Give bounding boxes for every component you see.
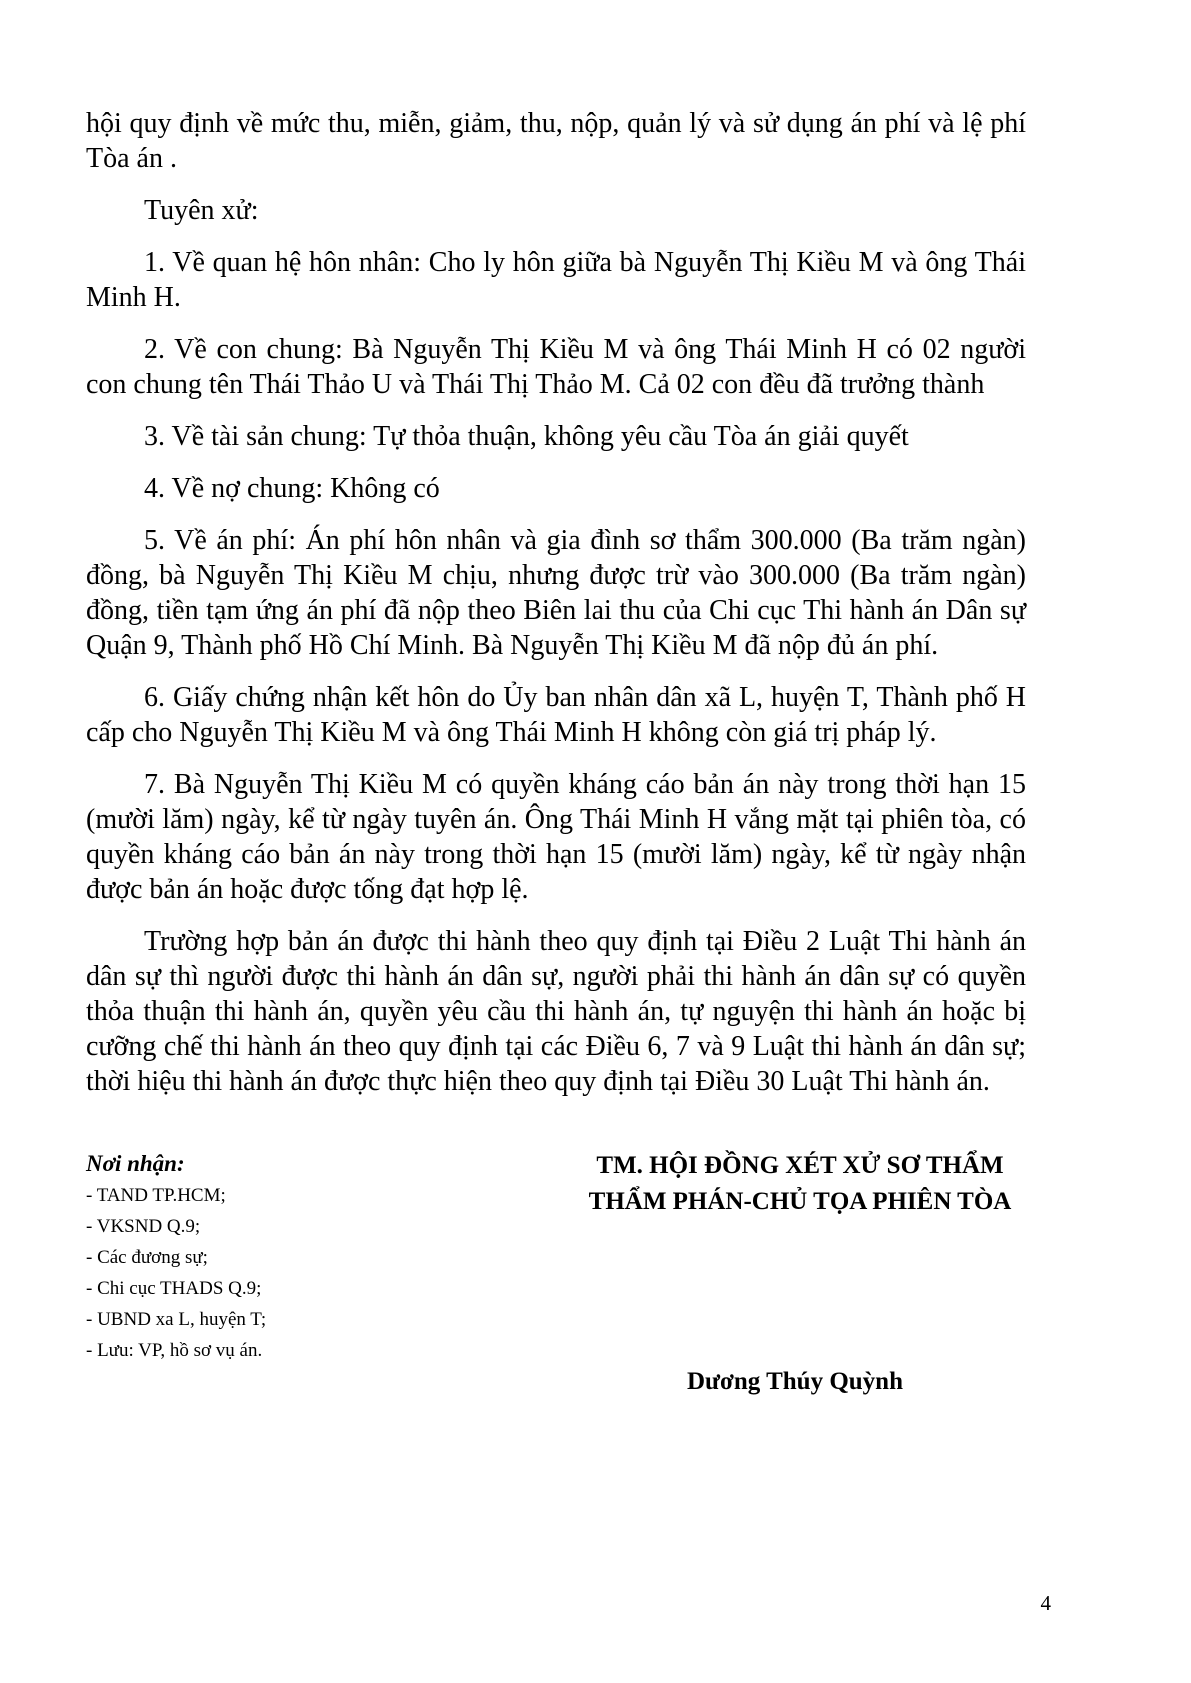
signer-name: Dương Thúy Quỳnh bbox=[687, 1368, 903, 1395]
signature-judge-line: THẨM PHÁN-CHỦ TỌA PHIÊN TÒA bbox=[588, 1188, 1012, 1215]
verdict-item-court-fee: 5. Về án phí: Án phí hôn nhân và gia đình sơ thẩm 300.000 (Ba trăm ngàn) đồng, bà Nguyễn Thị Kiều M chịu, nhưng được trừ vào 300.000 (Ba trăm ngàn) đồng, tiền tạm ứng án phí đã nộp theo Biên lai thu của Chi cục Thi hành án Dân sự Quận 9, Thành phố Hồ Chí Minh. Bà Nguyễn Thị Kiều M đã nộp đủ án phí. bbox=[86, 525, 1026, 661]
recipient-item: - TAND TP.HCM; bbox=[86, 1185, 226, 1206]
verdict-item-appeal-rights: 7. Bà Nguyễn Thị Kiều M có quyền kháng cáo bản án này trong thời hạn 15 (mười lăm) ngày, kể từ ngày tuyên án. Ông Thái Minh H vắng mặt tại phiên tòa, có quyền kháng cáo bản án này trong thời hạn 15 (mười lăm) ngày, kể từ ngày nhận được bản án hoặc được tống đạt hợp lệ. bbox=[86, 769, 1026, 905]
recipients-heading: Nơi nhận: bbox=[86, 1151, 185, 1176]
continuation-paragraph: hội quy định về mức thu, miễn, giảm, thu, nộp, quản lý và sử dụng án phí và lệ phí Tòa án . bbox=[86, 108, 1026, 174]
recipient-item: - Chi cục THADS Q.9; bbox=[86, 1278, 262, 1299]
signature-title-block bbox=[560, 1148, 1040, 1220]
page-number: 4 bbox=[1040, 1591, 1051, 1615]
verdict-item-marriage: 1. Về quan hệ hôn nhân: Cho ly hôn giữa bà Nguyễn Thị Kiều M và ông Thái Minh H. bbox=[86, 247, 1026, 313]
recipient-item: - UBND xa L, huyện T; bbox=[86, 1309, 267, 1330]
verdict-item-debt: 4. Về nợ chung: Không có bbox=[144, 473, 440, 504]
recipient-item: - Các đương sự; bbox=[86, 1247, 208, 1268]
verdict-item-property: 3. Về tài sản chung: Tự thỏa thuận, không yêu cầu Tòa án giải quyết bbox=[144, 421, 909, 452]
signature-council-line: TM. HỘI ĐỒNG XÉT XỬ SƠ THẨM bbox=[596, 1152, 1004, 1179]
verdict-item-marriage-certificate: 6. Giấy chứng nhận kết hôn do Ủy ban nhân dân xã L, huyện T, Thành phố H cấp cho Nguyễn Thị Kiều M và ông Thái Minh H không còn giá trị pháp lý. bbox=[86, 682, 1026, 748]
verdict-heading: Tuyên xử: bbox=[144, 195, 259, 226]
verdict-item-children: 2. Về con chung: Bà Nguyễn Thị Kiều M và ông Thái Minh H có 02 người con chung tên Thái Thảo U và Thái Thị Thảo M. Cả 02 con đều đã trưởng thành bbox=[86, 334, 1026, 400]
judgment-body bbox=[86, 106, 1026, 1116]
recipients-block bbox=[86, 1150, 506, 1366]
enforcement-note: Trường hợp bản án được thi hành theo quy định tại Điều 2 Luật Thi hành án dân sự thì người được thi hành án dân sự, người phải thi hành án dân sự có quyền thỏa thuận thi hành án, quyền yêu cầu thi hành án, tự nguyện thi hành án hoặc bị cưỡng chế thi hành án theo quy định tại các Điều 6, 7 và 9 Luật thi hành án dân sự; thời hiệu thi hành án được thực hiện theo quy định tại Điều 30 Luật Thi hành án. bbox=[86, 926, 1026, 1097]
recipient-item: - Lưu: VP, hồ sơ vụ án. bbox=[86, 1340, 263, 1361]
recipient-item: - VKSND Q.9; bbox=[86, 1216, 201, 1237]
